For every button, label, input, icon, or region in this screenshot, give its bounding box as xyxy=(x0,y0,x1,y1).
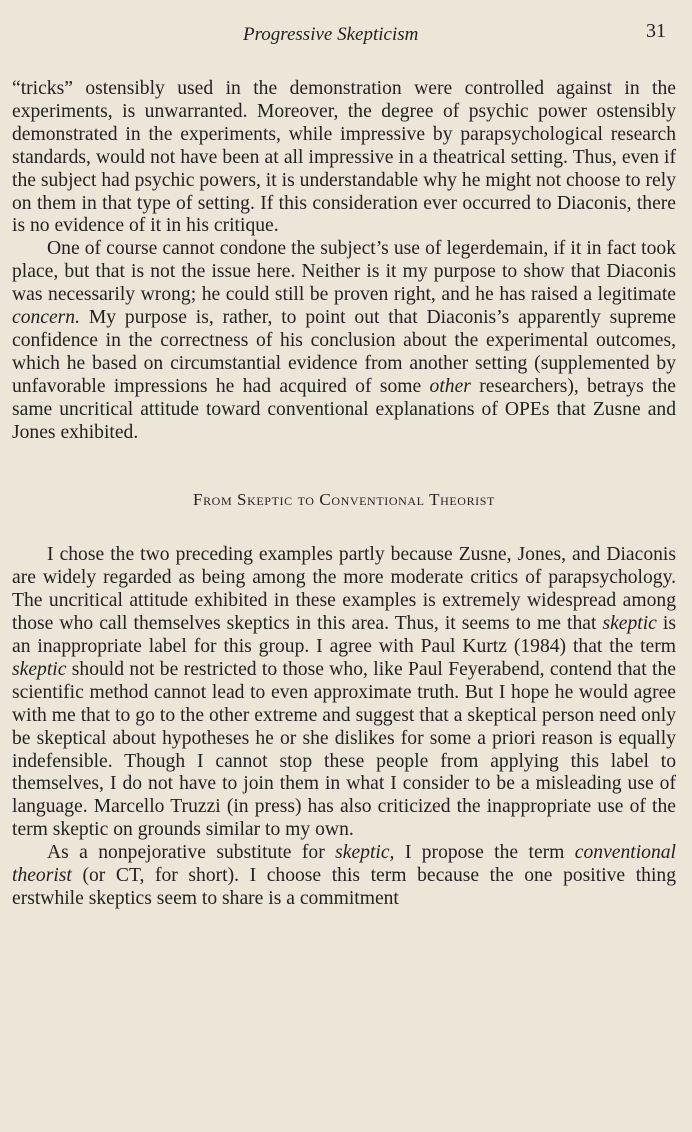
text-run: (or CT, for short). I choose this term because the one positive thing erstwhile skeptics seem to share is a commitment xyxy=(12,865,676,909)
text-run: should not be restricted to those who, like Paul Feyerabend, contend that the scientific method cannot lead to even approximate truth. But I hope he would agree with me that to go to the other extreme and suggest that a skeptical person need only be skeptical about hypotheses he or she dislikes for some a priori reason is equally indefensible. Though I cannot stop these people from applying this label to themselves, I do not have to join them in what I consider to be a misleading use of language. Marcello Truzzi (in press) has also criticized the inappropriate use of the term skeptic on grounds similar to my own. xyxy=(12,658,676,841)
emphasis: skeptic, xyxy=(335,842,395,864)
paragraph-3 xyxy=(12,544,676,842)
text-run: My purpose is, rather, to point out that Diaconis’s apparently supreme confidence in the correctness of his conclusion about the experimental outcomes, which he based on circumstantial evidence from another setting (supplemented by unfavorable impressions he had acquired of some xyxy=(12,307,676,397)
body-text xyxy=(12,78,676,911)
emphasis: concern. xyxy=(12,307,81,329)
running-title: Progressive Skepticism xyxy=(243,24,419,45)
text-run: One of course cannot condone the subject’s use of legerdemain, if it in fact took place, but that is not the issue here. Neither is it my purpose to show that Diaconis was necessarily wrong; he could still be proven right, and he has raised a legitimate xyxy=(12,238,676,306)
text-run: is an inappropriate label for this group. I agree with Paul Kurtz (1984) that the term xyxy=(12,613,676,658)
page-header xyxy=(0,20,692,50)
text-run: I propose the term xyxy=(394,842,575,864)
paragraph-1: “tricks” ostensibly used in the demonstration were controlled against in the experiments, is unwarranted. Moreover, the degree of psychic power ostensibly demonstrated in the experiments, while impressive by parapsychological research standards, would not have been at all impressive in a theatrical setting. Thus, even if the subject had psychic powers, it is understandable why he might not choose to rely on them in that type of setting. If this consideration ever occurred to Diaconis, there is no evidence of it in his critique. xyxy=(12,78,676,237)
paragraph-2 xyxy=(12,238,676,444)
text-run: researchers), betrays the same uncritical attitude toward conventional explanations of OPEs that Zusne and Jones exhibited. xyxy=(12,375,676,443)
paragraph-4 xyxy=(12,842,676,911)
text-run: I chose the two preceding examples partly because Zusne, Jones, and Diaconis are widely regarded as being among the more moderate critics of parapsychology. The uncritical attitude exhibited in these examples is extremely widespread among those who call themselves skeptics in this area. Thus, it seems to me that xyxy=(12,544,676,635)
section-heading: From Skeptic to Conventional Theorist xyxy=(193,489,495,509)
page-number: 31 xyxy=(646,20,666,42)
emphasis: conventional theorist xyxy=(12,842,676,887)
text-run: As a nonpejorative substitute for xyxy=(47,842,336,864)
emphasis: other xyxy=(429,375,471,397)
emphasis: skeptic xyxy=(602,613,657,635)
emphasis: skeptic xyxy=(12,658,67,680)
